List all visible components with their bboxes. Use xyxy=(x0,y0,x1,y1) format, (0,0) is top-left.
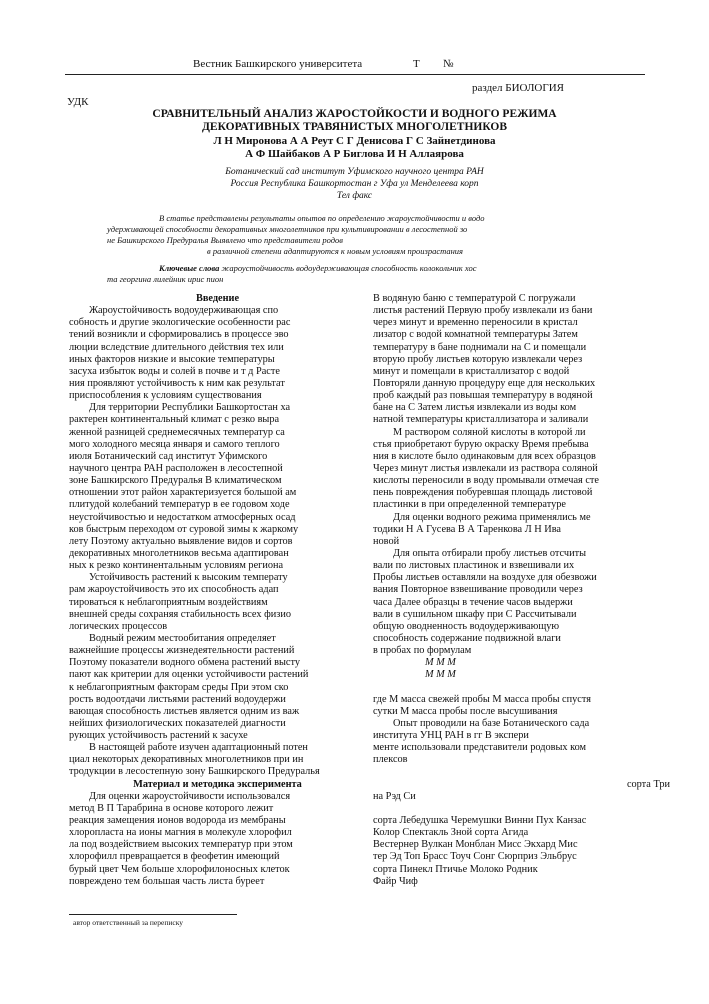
text-line: Вестернер Вулкан Монблан Мисс Экхард Мис xyxy=(373,839,578,851)
text-line: кислоты переносили в воду промывали отмечая сте xyxy=(373,475,599,487)
text-line xyxy=(373,682,670,694)
text-line: плексов xyxy=(373,754,408,766)
text-line: циал некоторых декоративных многолетников при ин xyxy=(69,754,304,766)
udk-label: УДК xyxy=(67,96,89,108)
title-line: ДЕКОРАТИВНЫХ ТРАВЯНИСТЫХ МНОГОЛЕТНИКОВ xyxy=(201,121,507,133)
text-line: минут и помещали в кристаллизатор с водой xyxy=(373,365,570,377)
text-line: тродукции в лесостепную зону Башкирского Предуралья xyxy=(69,766,320,778)
title-line: СРАВНИТЕЛЬНЫЙ АНАЛИЗ ЖАРОСТОЙКОСТИ И ВОДНОГО РЕЖИМА xyxy=(152,108,557,120)
text-line: тений возникли и сформировались в процессе эво xyxy=(69,329,289,341)
text-line: часа Далее образцы в течение часов выдержи xyxy=(373,596,573,608)
text-line: стья приобретают бурую окраску Время пребыва xyxy=(373,438,589,450)
text-line: Повторяли данную процедуру еще для нескольких xyxy=(373,377,596,389)
text-line: рующих устойчивость растений к засухе xyxy=(69,730,248,742)
text-line: М М М xyxy=(425,657,456,669)
keywords-label: Ключевые слова xyxy=(159,263,220,273)
text-line: сорта Три xyxy=(626,778,670,790)
text-line: Водный режим местообитания определяет xyxy=(89,632,276,644)
text-line: хлоропласта на ионы магния в молекуле хлорофил xyxy=(69,827,292,839)
text-line: вали в сушильном шкафу при С Рассчитывали xyxy=(373,608,577,620)
article-title xyxy=(0,108,709,134)
text-line: Колор Спектакль Зной сорта Агида xyxy=(373,827,529,839)
text-line: Для оценки водного режима применялись ме xyxy=(393,511,591,523)
text-line: Для территории Республики Башкортостан ха xyxy=(89,402,291,414)
text-line: М раствором соляной кислоты в которой ли xyxy=(393,426,586,438)
text-line: женной разницей среднемесячных температур са xyxy=(69,426,285,438)
text-line: Устойчивость растений к высоким температу xyxy=(89,572,288,584)
right-column xyxy=(373,293,670,888)
text-line: сорта Пинекл Птичье Молоко Родник xyxy=(373,863,538,875)
text-line: института УНЦ РАН в гг В экспери xyxy=(373,730,529,742)
abstract-line: В статье представлены результаты опытов по определению жароустойчивости и водо xyxy=(159,213,485,223)
text-line: проб каждый раз повышая температуру в водяной xyxy=(373,390,593,402)
footnote: автор ответственный за переписку xyxy=(73,918,183,927)
section-heading: Материал и методика эксперимента xyxy=(133,778,302,790)
text-line: вающая способность листьев является одним из важ xyxy=(69,705,300,717)
text-line: новой xyxy=(373,535,400,547)
volume-label: Т xyxy=(413,58,420,70)
text-line: лету Поэтому актуально выявление видов и сортов xyxy=(69,535,293,547)
text-line: способность содержание подвижной влаги xyxy=(373,632,561,644)
text-line: неустойчивостью и недостатком атмосферных осад xyxy=(69,511,296,523)
text-line: ла под воздействием высоких температур при этом xyxy=(69,839,293,851)
abstract-line: в различной степени адаптируются к новым условиям произрастания xyxy=(207,246,464,256)
text-line: В настоящей работе изучен адаптационный потен xyxy=(89,742,308,754)
keywords-text: жароустойчивость водоудерживающая способность колокольчик хос xyxy=(219,263,477,273)
text-line: рам жароустойчивость это их способность адап xyxy=(69,584,279,596)
text-line: зоне Башкирского Предуралья В климатическом xyxy=(69,475,282,487)
text-line: пластинки в при определенной температуре xyxy=(373,499,566,511)
text-line: июля Ботанический сад институт Уфимского xyxy=(69,450,268,462)
text-line: сутки М масса пробы после высушивания xyxy=(373,705,558,717)
text-line: Жароустойчивость водоудерживающая спо xyxy=(89,305,279,317)
text-line: натной температуры кристаллизатора и заливали xyxy=(373,414,589,426)
authors-line: А Ф Шайбаков А Р Биглова И Н Аллаярова xyxy=(245,148,464,160)
text-line: хлорофилл превращается в феофетин имеющий xyxy=(69,851,280,863)
text-line: нейших физиологических показателей диагности xyxy=(69,717,286,729)
text-line: Для опыта отбирали пробу листьев отсчиты xyxy=(393,547,587,559)
text-line: декоративных многолетников весьма адаптирован xyxy=(69,547,289,559)
text-line: температуру в бане поднимали на С и помещали xyxy=(373,341,587,353)
text-line: на Рэд Си xyxy=(373,790,416,802)
abstract-line: не Башкирского Предуралья Выявлено что представители родов xyxy=(107,235,343,245)
text-line: вали по листовых пластинок и взвешивали их xyxy=(373,560,575,572)
text-line: сорта Лебедушка Черемушки Винни Пух Канзас xyxy=(373,815,587,827)
author-list xyxy=(0,135,709,161)
authors-line: Л Н Миронова А А Реут С Г Денисова Г С Зайнетдинова xyxy=(213,135,496,147)
left-column xyxy=(69,293,366,888)
keywords-text: та георгина лилейник ирис пион xyxy=(107,274,224,284)
text-line: М М М xyxy=(425,669,456,681)
section-label: раздел БИОЛОГИЯ xyxy=(472,82,564,94)
journal-name: Вестник Башкирского университета xyxy=(193,58,363,70)
abstract xyxy=(107,213,585,257)
text-line: Для оценки жароустойчивости использовался xyxy=(89,790,291,802)
text-line: приспособления к условиям существования xyxy=(69,390,262,402)
text-line: общую оводненность водоудерживающую xyxy=(373,620,560,632)
text-line: менте использовали представители родовых ком xyxy=(373,742,587,754)
text-line: вторую пробу листьев которую извлекали через xyxy=(373,353,583,365)
text-line: внешней среды сохраняя стабильность всех физио xyxy=(69,608,291,620)
text-line: листья растений Первую пробу извлекали из бани xyxy=(373,305,593,317)
text-line: В водяную баню с температурой С погружали xyxy=(373,293,576,304)
text-line xyxy=(373,803,670,815)
affiliation-line: Россия Республика Башкортостан г Уфа ул Менделеева корп xyxy=(230,179,479,189)
affiliation-line: Тел факс xyxy=(336,191,373,201)
header-divider xyxy=(65,74,645,75)
text-line: люции вследствие длительного действия тех или xyxy=(69,341,284,353)
text-line: ния проявляют устойчивость к ним как результат xyxy=(69,377,285,389)
text-line: научного центра РАН расположен в лесостепной xyxy=(69,462,283,474)
text-line: ных к резко континентальным условиям региона xyxy=(69,560,284,572)
text-line: тодики Н А Гусева В А Таренкова Л Н Ива xyxy=(373,523,562,535)
text-line: мого холодного месяца января и самого теплого xyxy=(69,438,280,450)
text-line: вания Повторное взвешивание проводили через xyxy=(373,584,583,596)
text-line: отношении этот район характеризуется большой ам xyxy=(69,487,297,499)
text-line: засуха избыток воды и солей в почве и т д Расте xyxy=(69,365,280,377)
text-line: в пробах по формулам xyxy=(373,645,472,657)
text-line: где М масса свежей пробы М масса пробы спустя xyxy=(373,693,591,705)
text-line: ния в кислоте было одинаковым для всех образцов xyxy=(373,450,596,462)
text-line: пают как критерии для оценки устойчивости растений xyxy=(69,669,309,681)
text-line: логических процессов xyxy=(69,620,168,632)
footnote-divider xyxy=(69,914,237,915)
text-line: лизатор с водой комнатной температуры Затем xyxy=(373,329,578,341)
text-line: иных факторов низкие и высокие температуры xyxy=(69,353,275,365)
text-line: ков быстрым переходом от суровой зимы к жаркому xyxy=(69,523,299,535)
text-line: рость водоотдачи листьями растений водоудержи xyxy=(69,693,286,705)
text-line: рактерен континентальный климат с резко выра xyxy=(69,414,280,426)
text-line: Поэтому показатели водного обмена растений высту xyxy=(69,657,301,669)
affiliation-line: Ботанический сад институт Уфимского научного центра РАН xyxy=(225,167,484,177)
section-heading: Введение xyxy=(195,293,240,304)
number-label: № xyxy=(443,58,454,70)
text-line: бурый цвет Чем больше хлорофилоносных клеток xyxy=(69,863,290,875)
text-line: Опыт проводили на базе Ботанического сада xyxy=(393,717,590,729)
affiliation xyxy=(0,166,709,202)
text-line: пень повреждения побуревшая площадь листовой xyxy=(373,487,593,499)
text-line: Файр Чиф xyxy=(373,875,418,887)
text-line xyxy=(373,766,670,778)
text-line: метод В П Тарабрина в основе которого лежит xyxy=(69,802,274,814)
text-line: важнейшие процессы жизнедеятельности растений xyxy=(69,645,295,657)
text-line: Через минут листья извлекали из раствора соляной xyxy=(373,462,598,474)
text-line: плитудой колебаний температур в ее годовом ходе xyxy=(69,499,290,511)
text-line: бане на С Затем листья извлекали из воды ком xyxy=(373,402,577,414)
text-line: к неблагоприятным факторам среды При этом ско xyxy=(69,681,289,693)
text-line: повреждено тем большая часть листа буреет xyxy=(69,875,265,887)
text-line: собность и другие экологические особенности рас xyxy=(69,317,291,329)
text-line: реакция замещения ионов водорода из мембраны xyxy=(69,815,286,827)
text-line: тироваться к неблагоприятным воздействиям xyxy=(69,596,268,608)
text-line: тер Эд Топ Брасс Тоуч Сонг Сюрприз Эльбрус xyxy=(373,851,577,863)
keywords xyxy=(107,263,585,285)
text-line: Пробы листьев оставляли на воздухе для обезвожи xyxy=(373,572,597,584)
text-line: через минут и временно переносили в кристал xyxy=(373,317,578,329)
abstract-line: удерживающей способности декоративных многолетников при культивировании в лесостепной зо xyxy=(107,224,468,234)
